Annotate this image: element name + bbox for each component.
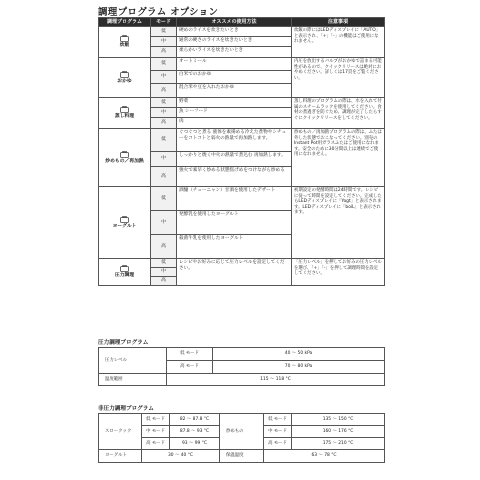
keepwarm-value: 63 〜 78 °C <box>264 450 385 463</box>
table-row <box>99 259 385 268</box>
use-cell: 野菜 <box>177 98 292 108</box>
program-name: 炊飯 <box>119 43 130 48</box>
mode-cell: 高 <box>151 277 177 286</box>
use-cell: 混合米や豆を入れたおかゆ <box>177 84 292 98</box>
saute-mid-value: 160 〜 176 °C <box>292 426 385 438</box>
saute-label: 炒めもの <box>220 414 264 450</box>
note-cell: 炊飯の際にはLEDディスプレイに「AUTO」と表示され、「+」「-」の機能はご使用になれません。 <box>292 27 385 58</box>
pressure-low-value: 40 〜 50 kPa <box>213 348 385 361</box>
program-name-cell <box>99 58 151 98</box>
table-row <box>99 374 385 386</box>
use-cell: しっかりと焼く中火の熱量で煮込む 再加熱します。 <box>177 152 292 167</box>
note-cell: 蒸し料理のプログラムの際は、水を入れて付属のスチームラックを使用してください。食材の煮過ぎを防ぐため、調理が完了したらすぐにクイックリリースをしてください。 <box>292 98 385 129</box>
mode-cell: 中 <box>151 71 177 84</box>
note-cell: 「圧力レベル」を押してお好みの圧力レベルを選び、「+」「-」を押して調理時間を設定してください。 <box>292 259 385 286</box>
steam-icon <box>120 106 129 113</box>
mode-cell: 中 <box>151 211 177 235</box>
mode-cell: 高 <box>151 118 177 129</box>
use-cell: 通常の硬さのライスを炊きたいとき <box>177 37 292 47</box>
table-row <box>99 450 385 463</box>
slowcook-mid-value: 87.8 〜 93 °C <box>170 426 220 438</box>
table-header-row <box>99 18 385 27</box>
header-use: オススメの使用方法 <box>177 18 292 27</box>
saute-low-value: 135 〜 150 °C <box>292 414 385 426</box>
mode-cell: 低 <box>151 259 177 268</box>
mode-cell: 低 <box>151 27 177 37</box>
mode-cell: 低 <box>151 129 177 152</box>
header-mode: モード <box>151 18 177 27</box>
use-cell: 柔らかいライスを炊きたいとき <box>177 47 292 58</box>
note-cell: 炒めもの／再加熱プログラムの際は、ふたは外した状態でおこなってください。別売のInstant Pot用ガラスふたはご使用になれます。安全のために30分間以上は連続でご使用になれません。 <box>292 129 385 187</box>
program-name-cell <box>99 187 151 259</box>
saute-low-mode: 低 モード <box>264 414 292 426</box>
note-cell: 初期設定の発酵時間は24時間です。レシピに従って時間を設定してください。完成したらLEDディスプレイに「Yogt」と表示されます。LEDディスプレイに「boiL」と表示されます。 <box>292 187 385 259</box>
pressure-level-label: 圧力レベル <box>99 348 167 374</box>
yogurt-temp-label: ヨーグルト <box>99 450 142 463</box>
mode-cell: 高 <box>151 84 177 98</box>
program-name: ヨーグルト <box>112 223 137 229</box>
program-name-cell <box>99 259 151 286</box>
keepwarm-label: 保温温度 <box>220 450 264 463</box>
note-cell: 内圧を放出するバルブがおかゆで詰まる可能性があるので、クイックリリースは絶対におやめください。詳しくは17頁をご覧ください。 <box>292 58 385 98</box>
use-cell: 強火で素早く炒める状態焦げめをつけながら炒める <box>177 167 292 187</box>
saute-high-value: 175 〜 210 °C <box>292 438 385 450</box>
program-name-cell <box>99 27 151 58</box>
pressure-section-heading: 圧力調理プログラム <box>98 340 149 346</box>
pressure-high-label: 高 モード <box>167 361 213 374</box>
mode-cell: 低 <box>151 187 177 211</box>
pressure-high-value: 70 〜 80 kPa <box>213 361 385 374</box>
use-cell: 硬めのライスを炊きたいとき <box>177 27 292 37</box>
use-cell: 肉 <box>177 118 292 129</box>
table-row <box>99 129 385 152</box>
pressure-icon <box>120 265 129 272</box>
slowcook-high-value: 93 〜 99 °C <box>170 438 220 450</box>
saute-icon <box>120 151 129 158</box>
page-title: 調理プログラム オプション <box>98 7 219 18</box>
saute-mid-mode: 中 モード <box>264 426 292 438</box>
program-name-cell <box>99 98 151 129</box>
pressure-low-label: 低 モード <box>167 348 213 361</box>
nonpressure-section-heading: 非圧力調理プログラム <box>98 406 154 412</box>
use-cell: 殺菌牛乳を使用したヨーグルト <box>177 235 292 259</box>
mode-cell: 高 <box>151 167 177 187</box>
use-cell: レシピやお好みに応じて圧力レベルを設定してください。 <box>177 259 292 286</box>
porridge-icon <box>120 71 129 78</box>
program-name-cell <box>99 129 151 187</box>
slowcook-high-mode: 高 モード <box>142 438 170 450</box>
program-name: 炒めもの／再加熱 <box>105 158 144 164</box>
mode-cell: 中 <box>151 152 177 167</box>
temp-range-label: 温度範囲 <box>99 374 167 386</box>
mode-cell: 低 <box>151 58 177 71</box>
program-name: 蒸し料理 <box>114 114 135 119</box>
header-notes: 注意事項 <box>292 18 385 27</box>
program-options-table <box>98 17 385 286</box>
yogurt-icon <box>120 216 129 223</box>
slowcook-mid-mode: 中 モード <box>142 426 170 438</box>
temp-range-value: 115 〜 118 °C <box>167 374 385 386</box>
use-cell: 白米でのおかゆ <box>177 71 292 84</box>
table-row <box>99 348 385 361</box>
mode-cell: 低 <box>151 98 177 108</box>
yogurt-temp-value: 30 〜 40 °C <box>142 450 220 463</box>
mode-cell: 高 <box>151 235 177 259</box>
program-name: 圧力調理 <box>114 273 135 278</box>
table-row <box>99 98 385 108</box>
pressure-program-table <box>98 347 385 386</box>
mode-cell: 中 <box>151 268 177 277</box>
slowcook-label: スロークック <box>99 414 142 450</box>
mode-cell: 中 <box>151 37 177 47</box>
mode-cell: 高 <box>151 47 177 58</box>
use-cell: オートミール <box>177 58 292 71</box>
saute-high-mode: 高 モード <box>264 438 292 450</box>
use-cell: 魚 シーフード <box>177 108 292 118</box>
header-program: 調理プログラム <box>99 18 151 27</box>
use-cell: ぐつぐつと煮る 液体を素揚める冷えた煮物やシチューをコトコトと弱火の熱量で再加熱します。 <box>177 129 292 152</box>
slowcook-low-mode: 低 モード <box>142 414 170 426</box>
mode-cell: 中 <box>151 108 177 118</box>
slowcook-low-value: 82 〜 87.8 °C <box>170 414 220 426</box>
rice-icon <box>120 35 129 42</box>
table-row <box>99 58 385 71</box>
table-row <box>99 414 385 426</box>
table-row <box>99 27 385 37</box>
use-cell: 発酵乳を使用したヨーグルト <box>177 211 292 235</box>
table-row <box>99 187 385 211</box>
use-cell: 酒醸（チューニャン）甘酒を使用したデザート <box>177 187 292 211</box>
program-name: おかゆ <box>117 78 132 84</box>
nonpressure-program-table <box>98 413 385 463</box>
